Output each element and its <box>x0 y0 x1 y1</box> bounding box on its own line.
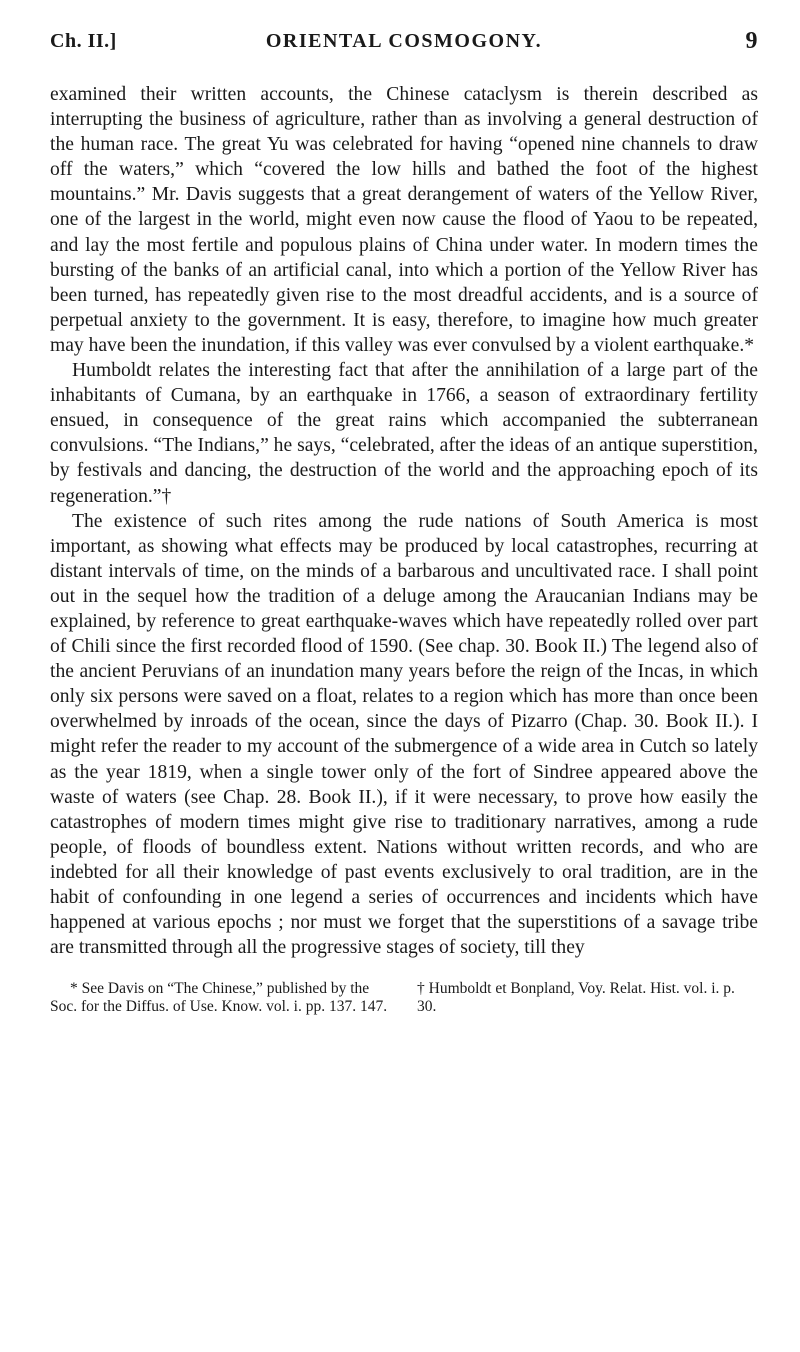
page-number: 9 <box>745 28 758 54</box>
paragraph: The existence of such rites among the rude nations of South America is most important, as showing what effects may be produced by local catastrophes, recurring at distant intervals of time, on the minds of a barbarous and uncultivated race. I shall point out in the sequel how the tradition of a deluge among the Araucanian Indians may be explained, by reference to great earthquake-waves which have repeatedly rolled over part of Chili since the first recorded flood of 1590. (See chap. 30. Book II.) The legend also of the ancient Peruvians of an inundation many years before the reign of the Incas, in which only six persons were saved on a float, relates to a region which has more than once been overwhelmed by inroads of the ocean, since the days of Pizarro (Chap. 30. Book II.). I might refer the reader to my account of the submergence of a wide area in Cutch so lately as the year 1819, when a single tower only of the fort of Sindree appeared above the waste of waters (see Chap. 28. Book II.), if it were necessary, to prove how easily the catastrophes of modern times might give rise to traditionary narratives, among a rude people, of floods of boundless extent. Nations without written records, and who are indebted for all their knowledge of past events exclusively to oral tradition, are in the habit of confounding in one legend a series of occurrences and incidents which have happened at various epochs ; nor must we forget that the superstitions of a savage tribe are transmitted through all the progressive stages of society, till they <box>50 510 758 959</box>
running-title: ORIENTAL COSMOGONY. <box>265 30 543 52</box>
paragraph: Humboldt relates the interesting fact that after the annihilation of a large part of the inhabitants of Cumana, by an earthquake in 1766, a season of extraordinary fertility ensued, in consequence of the great rains which accompanied the subterranean convulsions. “The Indians,” he says, “celebrated, after the ideas of an antique superstition, by festivals and dancing, the destruction of the world and the approaching epoch of its regeneration.”† <box>50 360 758 507</box>
body-text <box>50 82 758 960</box>
footnote-humboldt: † Humboldt et Bonpland, Voy. Relat. Hist. vol. i. p. 30. <box>417 980 735 1016</box>
book-page <box>50 30 758 1016</box>
chapter-label: Ch. II.] <box>50 30 117 52</box>
footnote-davis: * See Davis on “The Chinese,” published by the Soc. for the Diffus. of Use. Know. vol. i. pp. 137. 147. <box>50 980 388 1016</box>
page-header <box>50 30 758 60</box>
paragraph: examined their written accounts, the Chinese cataclysm is therein described as interrupting the business of agriculture, rather than as involving a general destruction of the human race. The great Yu was celebrated for having “opened nine channels to draw off the waters,” which “covered the low hills and bathed the foot of the highest mountains.” Mr. Davis suggests that a great derangement of waters of the Yellow River, one of the largest in the world, might even now cause the flood of Yaou to be repeated, and lay the most fertile and populous plains of China under water. In modern times the bursting of the banks of an artificial canal, into which a portion of the Yellow River has been turned, has repeatedly given rise to the most dreadful accidents, and is a source of perpetual anxiety to the government. It is easy, therefore, to imagine how much greater may have been the inundation, if this valley was ever convulsed by a violent earthquake.* <box>50 84 758 356</box>
footnotes <box>50 980 758 1016</box>
